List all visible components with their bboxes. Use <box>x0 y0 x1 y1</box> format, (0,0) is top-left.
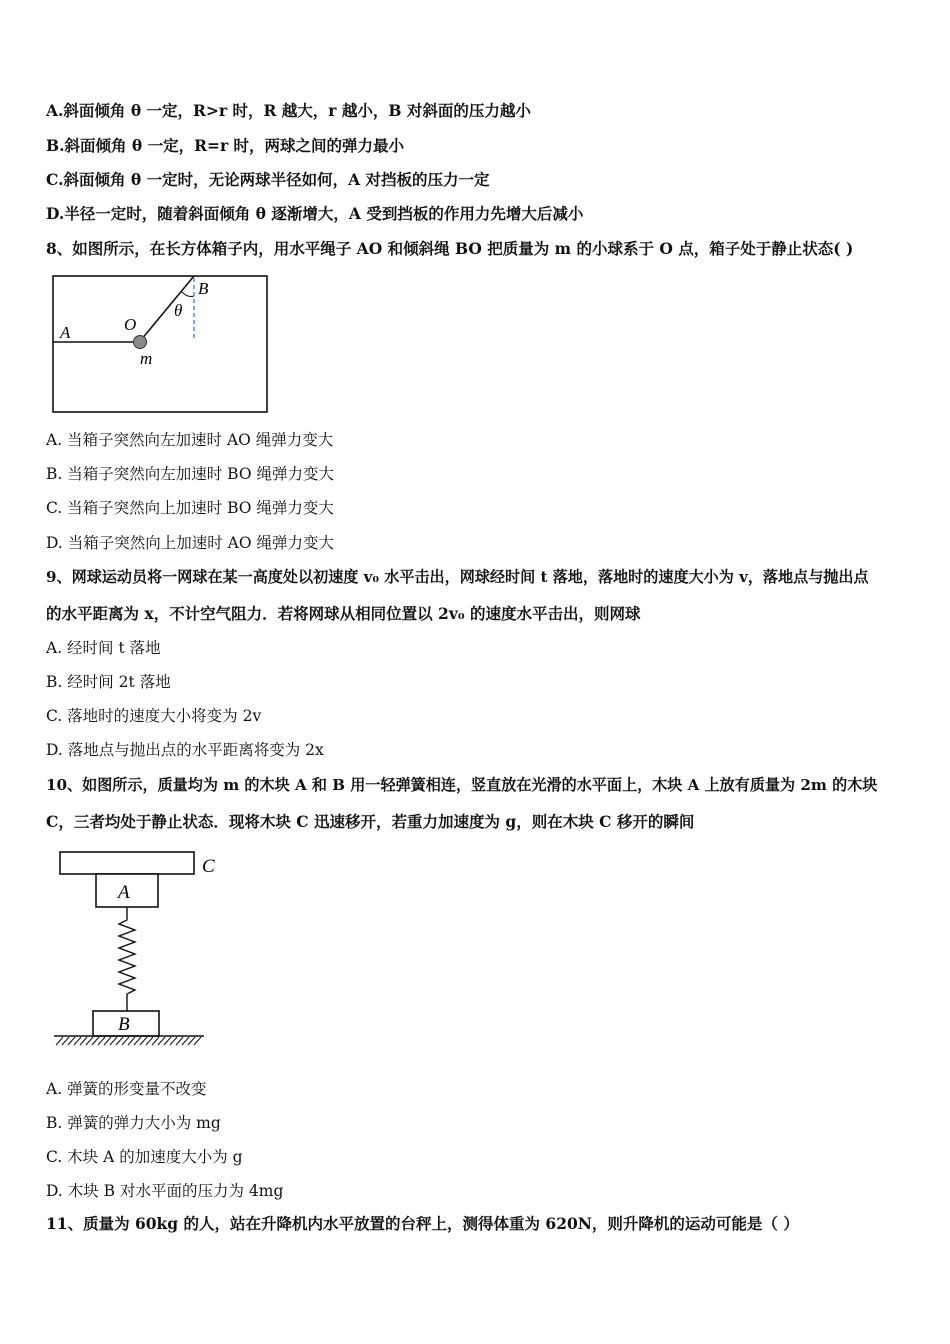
label-m: m <box>140 349 153 368</box>
label-b: B <box>198 279 209 298</box>
ground-hatching <box>56 1037 201 1045</box>
q10-option-d: D. 木块 B 对水平面的压力为 4mg <box>46 1182 284 1200</box>
q7-option-b: B.斜面倾角 θ 一定，R=r 时，两球之间的弹力最小 <box>46 136 405 155</box>
q8-box-figure <box>48 272 272 418</box>
block-c <box>60 852 194 874</box>
label-a: A <box>60 323 71 342</box>
q9-option-b: B. 经时间 2t 落地 <box>46 673 171 691</box>
label-b: B <box>118 1014 130 1035</box>
q11-stem: 11、质量为 60kg 的人，站在升降机内水平放置的台秤上，测得体重为 620N，则升降机的运动可能是（ ） <box>46 1214 799 1233</box>
q8-option-a: A. 当箱子突然向左加速时 AO 绳弹力变大 <box>46 431 334 449</box>
label-o: O <box>124 315 137 334</box>
q9-option-d: D. 落地点与抛出点的水平距离将变为 2x <box>46 741 324 759</box>
q8-option-d: D. 当箱子突然向上加速时 AO 绳弹力变大 <box>46 534 334 552</box>
label-theta: θ <box>174 301 183 320</box>
box-outline <box>53 276 267 412</box>
theta-arc <box>182 292 194 297</box>
q10-stem-line2: C，三者均处于静止状态．现将木块 C 迅速移开，若重力加速度为 g，则在木块 C 移开的瞬间 <box>46 812 695 831</box>
q10-option-b: B. 弹簧的弹力大小为 mg <box>46 1114 221 1132</box>
spring <box>119 907 135 1011</box>
q7-option-d: D.半径一定时，随着斜面倾角 θ 逐渐增大，A 受到挡板的作用力先增大后减小 <box>46 204 584 223</box>
q9-option-c: C. 落地时的速度大小将变为 2v <box>46 707 262 725</box>
label-a: A <box>118 882 130 903</box>
q10-spring-figure <box>52 848 224 1052</box>
q10-option-c: C. 木块 A 的加速度大小为 g <box>46 1148 243 1166</box>
q8-option-b: B. 当箱子突然向左加速时 BO 绳弹力变大 <box>46 465 334 483</box>
q10-stem-line1: 10、如图所示，质量均为 m 的木块 A 和 B 用一轻弹簧相连，竖直放在光滑的水平面上，木块 A 上放有质量为 2m 的木块 <box>46 776 878 794</box>
label-c: C <box>202 856 215 877</box>
q7-option-c: C.斜面倾角 θ 一定时，无论两球半径如何，A 对挡板的压力一定 <box>46 170 490 189</box>
q8-option-c: C. 当箱子突然向上加速时 BO 绳弹力变大 <box>46 499 334 517</box>
ball-m <box>134 336 147 349</box>
q8-stem: 8、如图所示，在长方体箱子内，用水平绳子 AO 和倾斜绳 BO 把质量为 m 的小球系于 O 点，箱子处于静止状态( ) <box>46 239 854 258</box>
q9-stem-line2: 的水平距离为 x，不计空气阻力．若将网球从相同位置以 2v₀ 的速度水平击出，则网球 <box>46 604 641 623</box>
q9-option-a: A. 经时间 t 落地 <box>46 639 161 657</box>
q7-option-a: A.斜面倾角 θ 一定，R>r 时，R 越大，r 越小，B 对斜面的压力越小 <box>46 101 531 120</box>
rope-bo <box>141 276 194 340</box>
q10-option-a: A. 弹簧的形变量不改变 <box>46 1080 207 1098</box>
q9-stem-line1: 9、网球运动员将一网球在某一高度处以初速度 v₀ 水平击出，网球经时间 t 落地，落地时的速度大小为 v，落地点与抛出点 <box>46 568 869 586</box>
